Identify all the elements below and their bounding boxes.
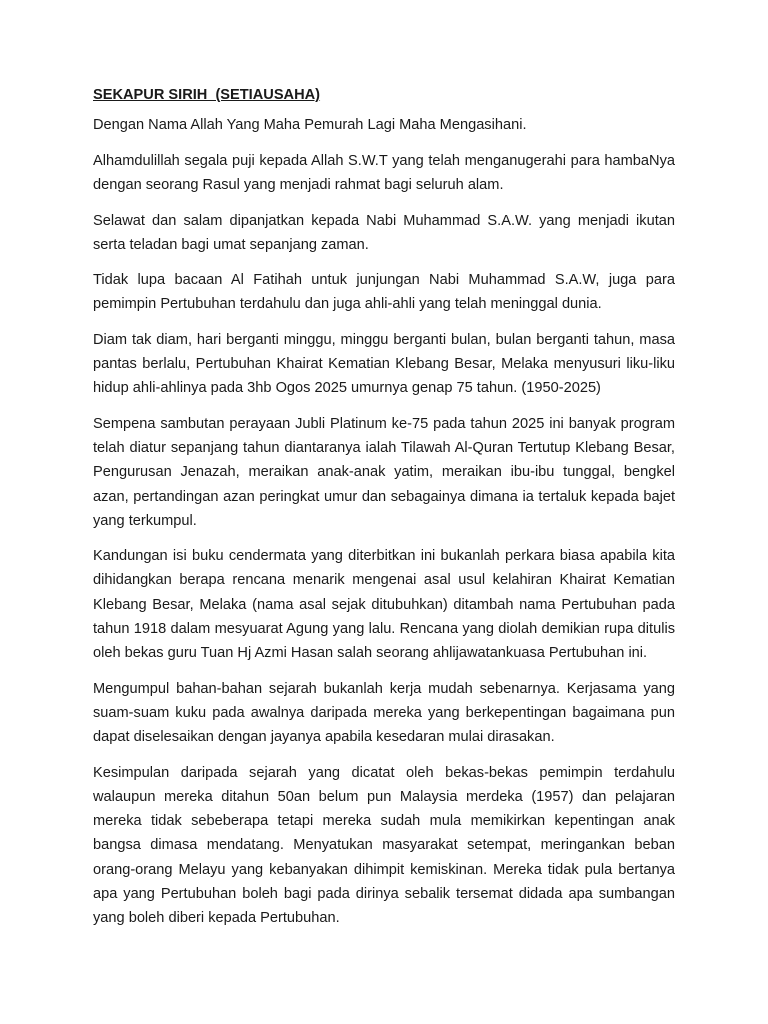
document-page <box>93 86 675 942</box>
document-title: SEKAPUR SIRIH (SETIAUSAHA) <box>93 87 321 103</box>
paragraph-diam-tak-diam: Diam tak diam, hari berganti minggu, minggu berganti bulan, bulan berganti tahun, masa pantas berlalu, Pertubuhan Khairat Kematian Klebang Besar, Melaka menyusuri liku-liku hidup ahli-ahlinya pada 3hb Ogos 2025 umurnya genap 75 tahun. (1950-2025) <box>93 331 675 397</box>
paragraph-opening: Dengan Nama Allah Yang Maha Pemurah Lagi Maha Mengasihani. <box>93 117 527 133</box>
paragraph-mengumpul: Mengumpul bahan-bahan sejarah bukanlah kerja mudah sebenarnya. Kerjasama yang suam-suam kuku pada awalnya daripada mereka yang berkepentingan bagaimana pun dapat diselesaikan dengan jayanya apabila kesedaran mulai dirasakan. <box>93 680 675 746</box>
paragraph-al-fatihah: Tidak lupa bacaan Al Fatihah untuk junjungan Nabi Muhammad S.A.W, juga para pemimpin Pertubuhan terdahulu dan juga ahli-ahli yang telah meninggal dunia. <box>93 272 675 313</box>
paragraph-selawat: Selawat dan salam dipanjatkan kepada Nabi Muhammad S.A.W. yang menjadi ikutan serta teladan bagi umat sepanjang zaman. <box>93 212 675 253</box>
paragraph-kandungan: Kandungan isi buku cendermata yang diterbitkan ini bukanlah perkara biasa apabila kita dihidangkan berapa rencana menarik mengenai asal usul kelahiran Khairat Kematian Klebang Besar, Melaka (nama asal sejak ditubuhkan) ditambah nama Pertubuhan pada tahun 1918 dalam mesyuarat Agung yang lalu. Rencana yang diolah demikian rupa ditulis oleh bekas guru Tuan Hj Azmi Hasan salah seorang ahlijawatankuasa Pertubuhan ini. <box>93 548 675 662</box>
paragraph-kesimpulan: Kesimpulan daripada sejarah yang dicatat oleh bekas-bekas pemimpin terdahulu walaupun mereka ditahun 50an belum pun Malaysia merdeka (1957) dan pelajaran mereka tidak sebeberapa tetapi mereka sudah mula memikirkan kepentingan anak bangsa dimasa mendatang. Menyatukan masyarakat setempat, meringankan beban orang-orang Melayu yang kebanyakan dihimpit kemiskinan. Mereka tidak pula bertanya apa yang Pertubuhan boleh bagi pada dirinya sebalik tersemat didada apa sumbangan yang boleh diberi kepada Pertubuhan. <box>93 764 675 927</box>
paragraph-alhamdulillah: Alhamdulillah segala puji kepada Allah S.W.T yang telah menganugerahi para hambaNya dengan seorang Rasul yang menjadi rahmat bagi seluruh alam. <box>93 153 675 194</box>
paragraph-jubli-platinum: Sempena sambutan perayaan Jubli Platinum ke-75 pada tahun 2025 ini banyak program telah diatur sepanjang tahun diantaranya ialah Tilawah Al-Quran Tertutup Klebang Besar, Pengurusan Jenazah, meraikan anak-anak yatim, meraikan ibu-ibu tunggal, bengkel azan, pertandingan azan peringkat umur dan sebagainya dimana ia tertaluk kepada bajet yang terkumpul. <box>93 415 675 529</box>
